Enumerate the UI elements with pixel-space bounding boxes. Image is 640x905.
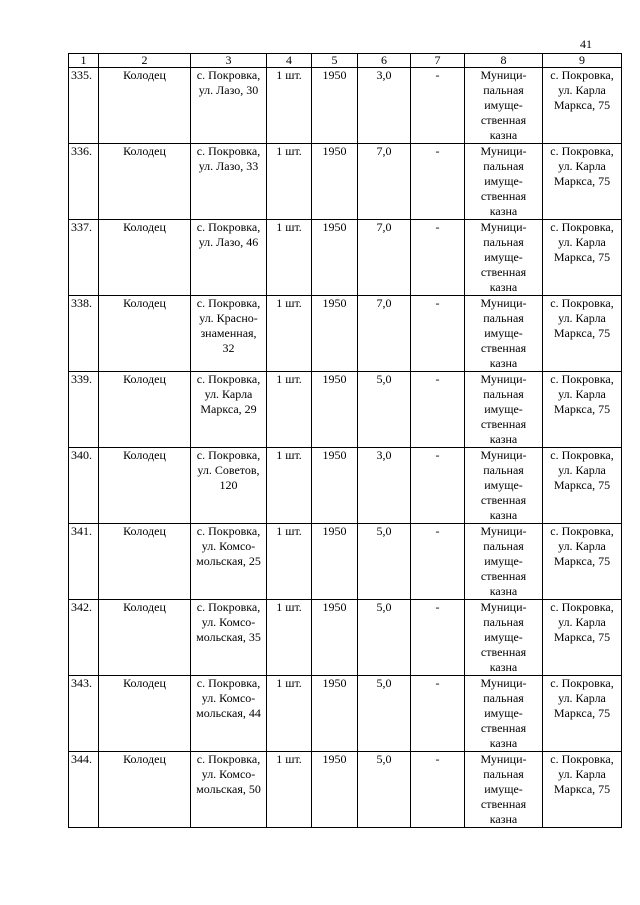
value-cell: 7,0 [358, 296, 411, 372]
value-cell: 5,0 [358, 600, 411, 676]
column-header: 6 [358, 54, 411, 68]
location-cell-line: ул. Карла [558, 235, 606, 249]
ownership-cell-line: имуще- [484, 402, 523, 416]
ownership-cell [465, 600, 543, 676]
location-cell-line: с. Покровка, [550, 752, 614, 766]
object-name-cell: Колодец [99, 296, 191, 372]
quantity-cell: 1 шт. [267, 68, 312, 144]
value-cell: 3,0 [358, 68, 411, 144]
address-cell-line: мольская, 25 [196, 554, 261, 568]
address-cell [191, 144, 267, 220]
location-cell-line: ул. Карла [558, 539, 606, 553]
ownership-cell [465, 752, 543, 828]
quantity-cell: 1 шт. [267, 752, 312, 828]
object-name-cell: Колодец [99, 752, 191, 828]
year-cell: 1950 [312, 144, 358, 220]
address-cell [191, 448, 267, 524]
ownership-cell-line: пальная [483, 691, 524, 705]
location-cell-line: с. Покровка, [550, 68, 614, 82]
address-cell-line: с. Покровка, [196, 448, 261, 462]
location-cell-line: ул. Карла [558, 767, 606, 781]
ownership-cell [465, 220, 543, 296]
location-cell [543, 448, 622, 524]
object-name-cell: Колодец [99, 144, 191, 220]
table-row [69, 68, 622, 144]
table-row [69, 600, 622, 676]
location-cell-line: Маркса, 75 [553, 326, 611, 340]
ownership-cell-line: пальная [483, 235, 524, 249]
ownership-cell-line: казна [489, 736, 518, 750]
year-cell: 1950 [312, 524, 358, 600]
ownership-cell [465, 372, 543, 448]
ownership-cell-line: пальная [483, 463, 524, 477]
address-cell-line: ул. Комсо- [201, 539, 256, 553]
ownership-cell-line: пальная [483, 615, 524, 629]
row-number-cell: 339. [69, 372, 99, 448]
ownership-cell-line: ственная [480, 569, 527, 583]
location-cell [543, 68, 622, 144]
empty-value-cell: - [411, 676, 465, 752]
empty-value-cell: - [411, 68, 465, 144]
address-cell-line: ул. Комсо- [201, 691, 256, 705]
table-header [69, 54, 622, 68]
location-cell-line: Маркса, 75 [553, 98, 611, 112]
location-cell-line: с. Покровка, [550, 220, 614, 234]
ownership-cell-line: казна [489, 508, 518, 522]
address-cell-line: ул. Лазо, 46 [198, 235, 259, 249]
address-cell-line: 32 [222, 341, 235, 355]
address-cell-line: с. Покровка, [196, 372, 261, 386]
address-cell-line: с. Покровка, [196, 752, 261, 766]
ownership-cell-line: пальная [483, 539, 524, 553]
ownership-cell [465, 524, 543, 600]
ownership-cell-line: ственная [480, 721, 527, 735]
object-name-cell: Колодец [99, 524, 191, 600]
location-cell-line: с. Покровка, [550, 676, 614, 690]
year-cell: 1950 [312, 220, 358, 296]
address-cell-line: ул. Лазо, 33 [198, 159, 259, 173]
address-cell-line: ул. Карла [204, 387, 253, 401]
table-row [69, 676, 622, 752]
ownership-cell-line: имуще- [484, 326, 523, 340]
location-cell-line: с. Покровка, [550, 600, 614, 614]
ownership-cell-line: ственная [480, 341, 527, 355]
ownership-cell-line: Муници- [480, 600, 527, 614]
row-number-cell: 338. [69, 296, 99, 372]
ownership-cell-line: имуще- [484, 250, 523, 264]
address-cell-line: ул. Комсо- [201, 767, 256, 781]
ownership-cell-line: Муници- [480, 752, 527, 766]
table-row [69, 752, 622, 828]
empty-value-cell: - [411, 372, 465, 448]
address-cell [191, 296, 267, 372]
address-cell-line: ул. Красно- [199, 311, 258, 325]
value-cell: 7,0 [358, 220, 411, 296]
ownership-cell-line: Муници- [480, 68, 527, 82]
location-cell-line: ул. Карла [558, 83, 606, 97]
location-cell-line: Маркса, 75 [553, 554, 611, 568]
ownership-cell [465, 676, 543, 752]
value-cell: 3,0 [358, 448, 411, 524]
header-row [69, 54, 622, 68]
table-row [69, 448, 622, 524]
row-number-cell: 337. [69, 220, 99, 296]
value-cell: 5,0 [358, 752, 411, 828]
ownership-cell-line: ственная [480, 265, 527, 279]
ownership-cell-line: имуще- [484, 782, 523, 796]
ownership-cell [465, 296, 543, 372]
location-cell-line: Маркса, 75 [553, 706, 611, 720]
ownership-cell-line: ственная [480, 189, 527, 203]
table-row [69, 524, 622, 600]
value-cell: 5,0 [358, 676, 411, 752]
quantity-cell: 1 шт. [267, 372, 312, 448]
quantity-cell: 1 шт. [267, 676, 312, 752]
address-cell-line: с. Покровка, [196, 220, 261, 234]
row-number-cell: 336. [69, 144, 99, 220]
ownership-cell-line: Муници- [480, 372, 527, 386]
location-cell-line: Маркса, 75 [553, 478, 611, 492]
ownership-cell-line: пальная [483, 311, 524, 325]
ownership-cell [465, 68, 543, 144]
ownership-cell-line: имуще- [484, 706, 523, 720]
location-cell-line: Маркса, 75 [553, 402, 611, 416]
column-header: 5 [312, 54, 358, 68]
address-cell-line: знаменная, [200, 326, 257, 340]
column-header: 3 [191, 54, 267, 68]
location-cell [543, 676, 622, 752]
ownership-cell-line: имуще- [484, 630, 523, 644]
ownership-cell-line: пальная [483, 159, 524, 173]
table-row [69, 144, 622, 220]
address-cell [191, 600, 267, 676]
address-cell [191, 220, 267, 296]
table-row [69, 372, 622, 448]
table-row [69, 296, 622, 372]
address-cell-line: с. Покровка, [196, 68, 261, 82]
row-number-cell: 344. [69, 752, 99, 828]
address-cell-line: с. Покровка, [196, 600, 261, 614]
ownership-cell-line: ственная [480, 417, 527, 431]
ownership-cell-line: ственная [480, 113, 527, 127]
object-name-cell: Колодец [99, 68, 191, 144]
address-cell [191, 68, 267, 144]
row-number-cell: 335. [69, 68, 99, 144]
ownership-cell-line: казна [489, 280, 518, 294]
ownership-cell-line: Муници- [480, 296, 527, 310]
address-cell-line: мольская, 44 [196, 706, 261, 720]
year-cell: 1950 [312, 676, 358, 752]
address-cell-line: мольская, 50 [196, 782, 261, 796]
column-header: 7 [411, 54, 465, 68]
address-cell [191, 524, 267, 600]
ownership-cell-line: Муници- [480, 524, 527, 538]
ownership-cell-line: имуще- [484, 174, 523, 188]
ownership-cell-line: пальная [483, 767, 524, 781]
value-cell: 5,0 [358, 524, 411, 600]
ownership-cell-line: ственная [480, 493, 527, 507]
row-number-cell: 340. [69, 448, 99, 524]
location-cell-line: с. Покровка, [550, 448, 614, 462]
row-number-cell: 343. [69, 676, 99, 752]
location-cell [543, 600, 622, 676]
ownership-cell-line: казна [489, 432, 518, 446]
location-cell [543, 372, 622, 448]
empty-value-cell: - [411, 296, 465, 372]
ownership-cell-line: ственная [480, 797, 527, 811]
column-header: 4 [267, 54, 312, 68]
location-cell-line: ул. Карла [558, 159, 606, 173]
location-cell-line: ул. Карла [558, 387, 606, 401]
year-cell: 1950 [312, 296, 358, 372]
address-cell-line: с. Покровка, [196, 524, 261, 538]
ownership-cell-line: казна [489, 356, 518, 370]
ownership-cell [465, 448, 543, 524]
address-cell-line: мольская, 35 [196, 630, 261, 644]
location-cell-line: Маркса, 75 [553, 630, 611, 644]
ownership-cell-line: казна [489, 660, 518, 674]
empty-value-cell: - [411, 144, 465, 220]
year-cell: 1950 [312, 752, 358, 828]
row-number-cell: 341. [69, 524, 99, 600]
address-cell-line: Маркса, 29 [200, 402, 257, 416]
table-body [69, 68, 622, 828]
location-cell-line: Маркса, 75 [553, 250, 611, 264]
location-cell-line: ул. Карла [558, 463, 606, 477]
ownership-cell-line: Муници- [480, 220, 527, 234]
page-number: 41 [580, 37, 592, 51]
address-cell-line: ул. Советов, [197, 463, 260, 477]
location-cell-line: ул. Карла [558, 691, 606, 705]
object-name-cell: Колодец [99, 372, 191, 448]
location-cell [543, 524, 622, 600]
location-cell-line: с. Покровка, [550, 372, 614, 386]
location-cell-line: ул. Карла [558, 311, 606, 325]
ownership-cell-line: казна [489, 812, 518, 826]
location-cell [543, 296, 622, 372]
address-cell-line: с. Покровка, [196, 676, 261, 690]
ownership-cell-line: имуще- [484, 478, 523, 492]
ownership-cell-line: пальная [483, 387, 524, 401]
ownership-cell-line: казна [489, 204, 518, 218]
location-cell-line: ул. Карла [558, 615, 606, 629]
location-cell-line: с. Покровка, [550, 296, 614, 310]
column-header: 9 [543, 54, 622, 68]
ownership-cell-line: имуще- [484, 554, 523, 568]
table-row [69, 220, 622, 296]
column-header: 8 [465, 54, 543, 68]
address-cell-line: 120 [219, 478, 238, 492]
location-cell-line: с. Покровка, [550, 144, 614, 158]
quantity-cell: 1 шт. [267, 296, 312, 372]
value-cell: 7,0 [358, 144, 411, 220]
column-header: 2 [99, 54, 191, 68]
year-cell: 1950 [312, 600, 358, 676]
location-cell-line: с. Покровка, [550, 524, 614, 538]
location-cell-line: Маркса, 75 [553, 174, 611, 188]
year-cell: 1950 [312, 448, 358, 524]
ownership-cell-line: Муници- [480, 676, 527, 690]
address-cell-line: ул. Лазо, 30 [198, 83, 259, 97]
quantity-cell: 1 шт. [267, 220, 312, 296]
location-cell [543, 220, 622, 296]
empty-value-cell: - [411, 448, 465, 524]
year-cell: 1950 [312, 372, 358, 448]
location-cell-line: Маркса, 75 [553, 782, 611, 796]
empty-value-cell: - [411, 524, 465, 600]
property-registry-table [68, 53, 622, 828]
row-number-cell: 342. [69, 600, 99, 676]
location-cell [543, 752, 622, 828]
ownership-cell-line: Муници- [480, 448, 527, 462]
column-header: 1 [69, 54, 99, 68]
address-cell [191, 372, 267, 448]
location-cell [543, 144, 622, 220]
ownership-cell-line: имуще- [484, 98, 523, 112]
value-cell: 5,0 [358, 372, 411, 448]
ownership-cell-line: Муници- [480, 144, 527, 158]
address-cell-line: с. Покровка, [196, 144, 261, 158]
object-name-cell: Колодец [99, 448, 191, 524]
year-cell: 1950 [312, 68, 358, 144]
ownership-cell-line: казна [489, 128, 518, 142]
quantity-cell: 1 шт. [267, 144, 312, 220]
quantity-cell: 1 шт. [267, 524, 312, 600]
empty-value-cell: - [411, 752, 465, 828]
object-name-cell: Колодец [99, 220, 191, 296]
object-name-cell: Колодец [99, 676, 191, 752]
address-cell-line: с. Покровка, [196, 296, 261, 310]
empty-value-cell: - [411, 220, 465, 296]
quantity-cell: 1 шт. [267, 448, 312, 524]
ownership-cell-line: казна [489, 584, 518, 598]
empty-value-cell: - [411, 600, 465, 676]
ownership-cell-line: ственная [480, 645, 527, 659]
object-name-cell: Колодец [99, 600, 191, 676]
address-cell [191, 676, 267, 752]
ownership-cell [465, 144, 543, 220]
quantity-cell: 1 шт. [267, 600, 312, 676]
address-cell-line: ул. Комсо- [201, 615, 256, 629]
address-cell [191, 752, 267, 828]
ownership-cell-line: пальная [483, 83, 524, 97]
